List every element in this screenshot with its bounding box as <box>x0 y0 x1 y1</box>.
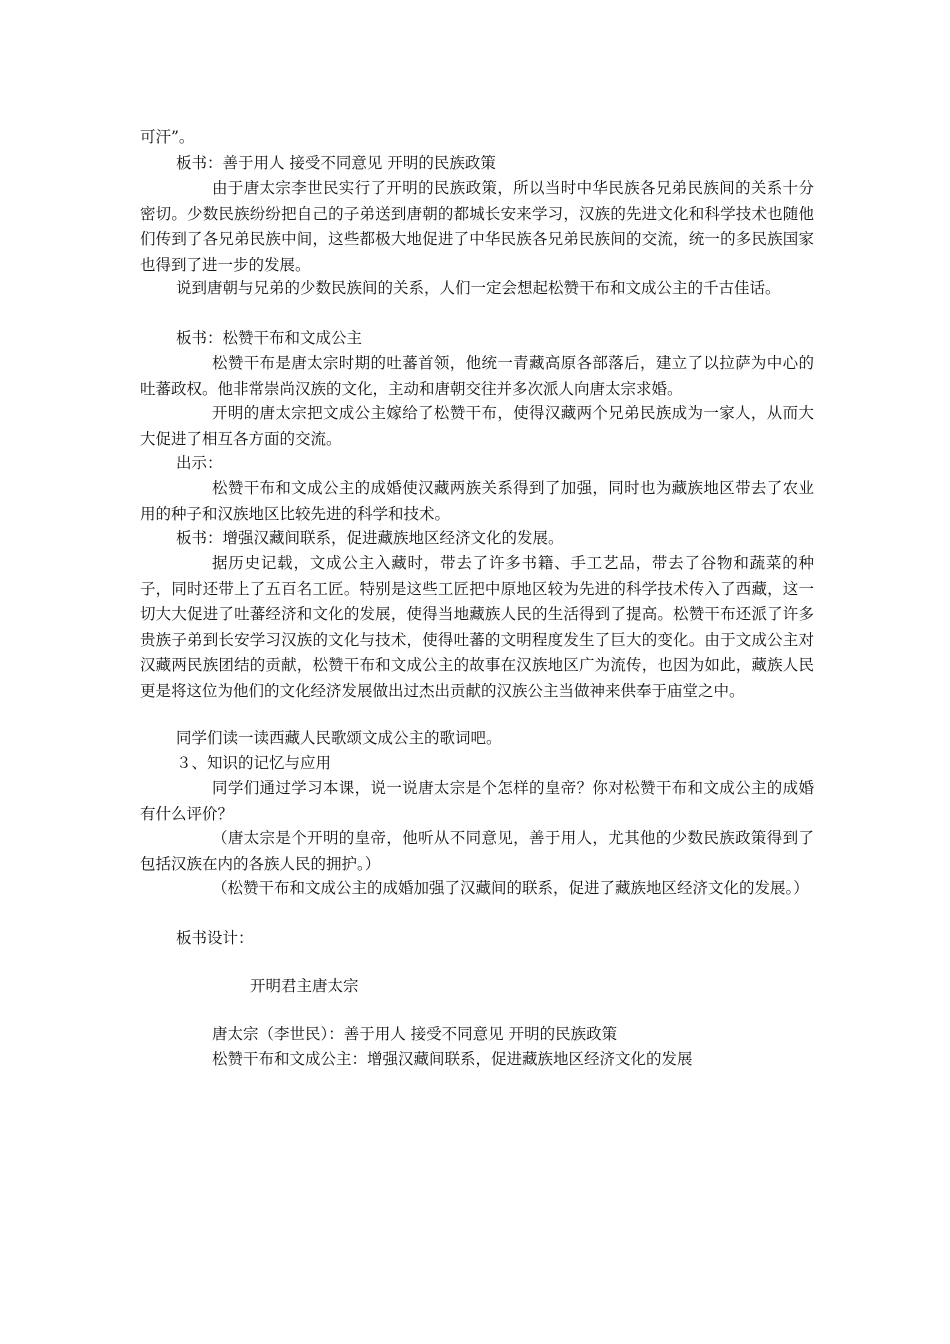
label-show: 出示： <box>176 454 223 472</box>
blackboard-note-2: 板书：松赞干布和文成公主 <box>176 329 363 347</box>
paragraph-marriage-effect: 松赞干布和文成公主的成婚使汉藏两族关系得到了加强，同时也为藏族地区带去了农业用的种子和汉族地区比较先进的科学和技术。 <box>140 479 814 523</box>
paragraph-ethnic-policy: 由于唐太宗李世民实行了开明的民族政策，所以当时中华民族各兄弟民族间的关系十分密切。少数民族纷纷把自己的子弟送到唐朝的都城长安来学习，汉族的先进文化和科学技术也随他们传到了各兄弟民族中间，这些都极大地促进了中华民族各兄弟民族间的交流，统一的多民族国家也得到了进一步的发展。 <box>140 179 814 274</box>
section-heading-3: ３、知识的记忆与应用 <box>176 754 332 772</box>
board-design-title: 开明君主唐太宗 <box>250 977 359 995</box>
paragraph-answer-2: （松赞干布和文成公主的成婚加强了汉藏间的联系，促进了藏族地区经济文化的发展。） <box>212 879 809 897</box>
paragraph-princess-marriage: 开明的唐太宗把文成公主嫁给了松赞干布，使得汉藏两个兄弟民族成为一家人，从而大大促进了相互各方面的交流。 <box>140 404 814 448</box>
board-design-line-2: 松赞干布和文成公主：增强汉藏间联系，促进藏族地区经济文化的发展 <box>212 1050 693 1068</box>
paragraph-historical-record: 据历史记载，文成公主入藏时，带去了许多书籍、手工艺品，带去了谷物和蔬菜的种子，同时还带上了五百名工匠。特别是这些工匠把中原地区较为先进的科学技术传入了西藏，这一切大大促进了吐蕃经济和文化的发展，使得当地藏族人民的生活得到了提高。松赞干布还派了许多贵族子弟到长安学习汉族的文化与技术，使得吐蕃的文明程度发生了巨大的变化。由于文成公主对汉藏两民族团结的贡献，松赞干布和文成公主的故事在汉族地区广为流传，也因为如此，藏族人民更是将这位为他们的文化经济发展做出过杰出贡献的汉族公主当做神来供奉于庙堂之中。 <box>140 554 814 700</box>
board-design-line-1: 唐太宗（李世民）：善于用人 接受不同意见 开明的民族政策 <box>212 1025 618 1043</box>
paragraph-read-lyrics: 同学们读一读西藏人民歌颂文成公主的歌词吧。 <box>176 729 502 747</box>
blackboard-note-1: 板书：善于用人 接受不同意见 开明的民族政策 <box>176 154 496 172</box>
paragraph-tang-relations: 说到唐朝与兄弟的少数民族间的关系，人们一定会想起松赞干布和文成公主的千古佳话。 <box>176 279 781 297</box>
paragraph-answer-1: （唐太宗是个开明的皇帝，他听从不同意见，善于用人，尤其他的少数民族政策得到了包括汉族在内的各族人民的拥护。） <box>140 829 814 873</box>
paragraph-question: 同学们通过学习本课，说一说唐太宗是个怎样的皇帝？你对松赞干布和文成公主的成婚有什么评价？ <box>140 779 814 823</box>
paragraph-continuation: 可汗”。 <box>140 128 195 146</box>
label-board-design: 板书设计： <box>176 929 254 947</box>
paragraph-songtsen-gampo: 松赞干布是唐太宗时期的吐蕃首领，他统一青藏高原各部落后，建立了以拉萨为中心的吐蕃政权。他非常崇尚汉族的文化，主动和唐朝交往并多次派人向唐太宗求婚。 <box>140 354 814 398</box>
blackboard-note-3: 板书：增强汉藏间联系，促进藏族地区经济文化的发展。 <box>176 529 564 547</box>
